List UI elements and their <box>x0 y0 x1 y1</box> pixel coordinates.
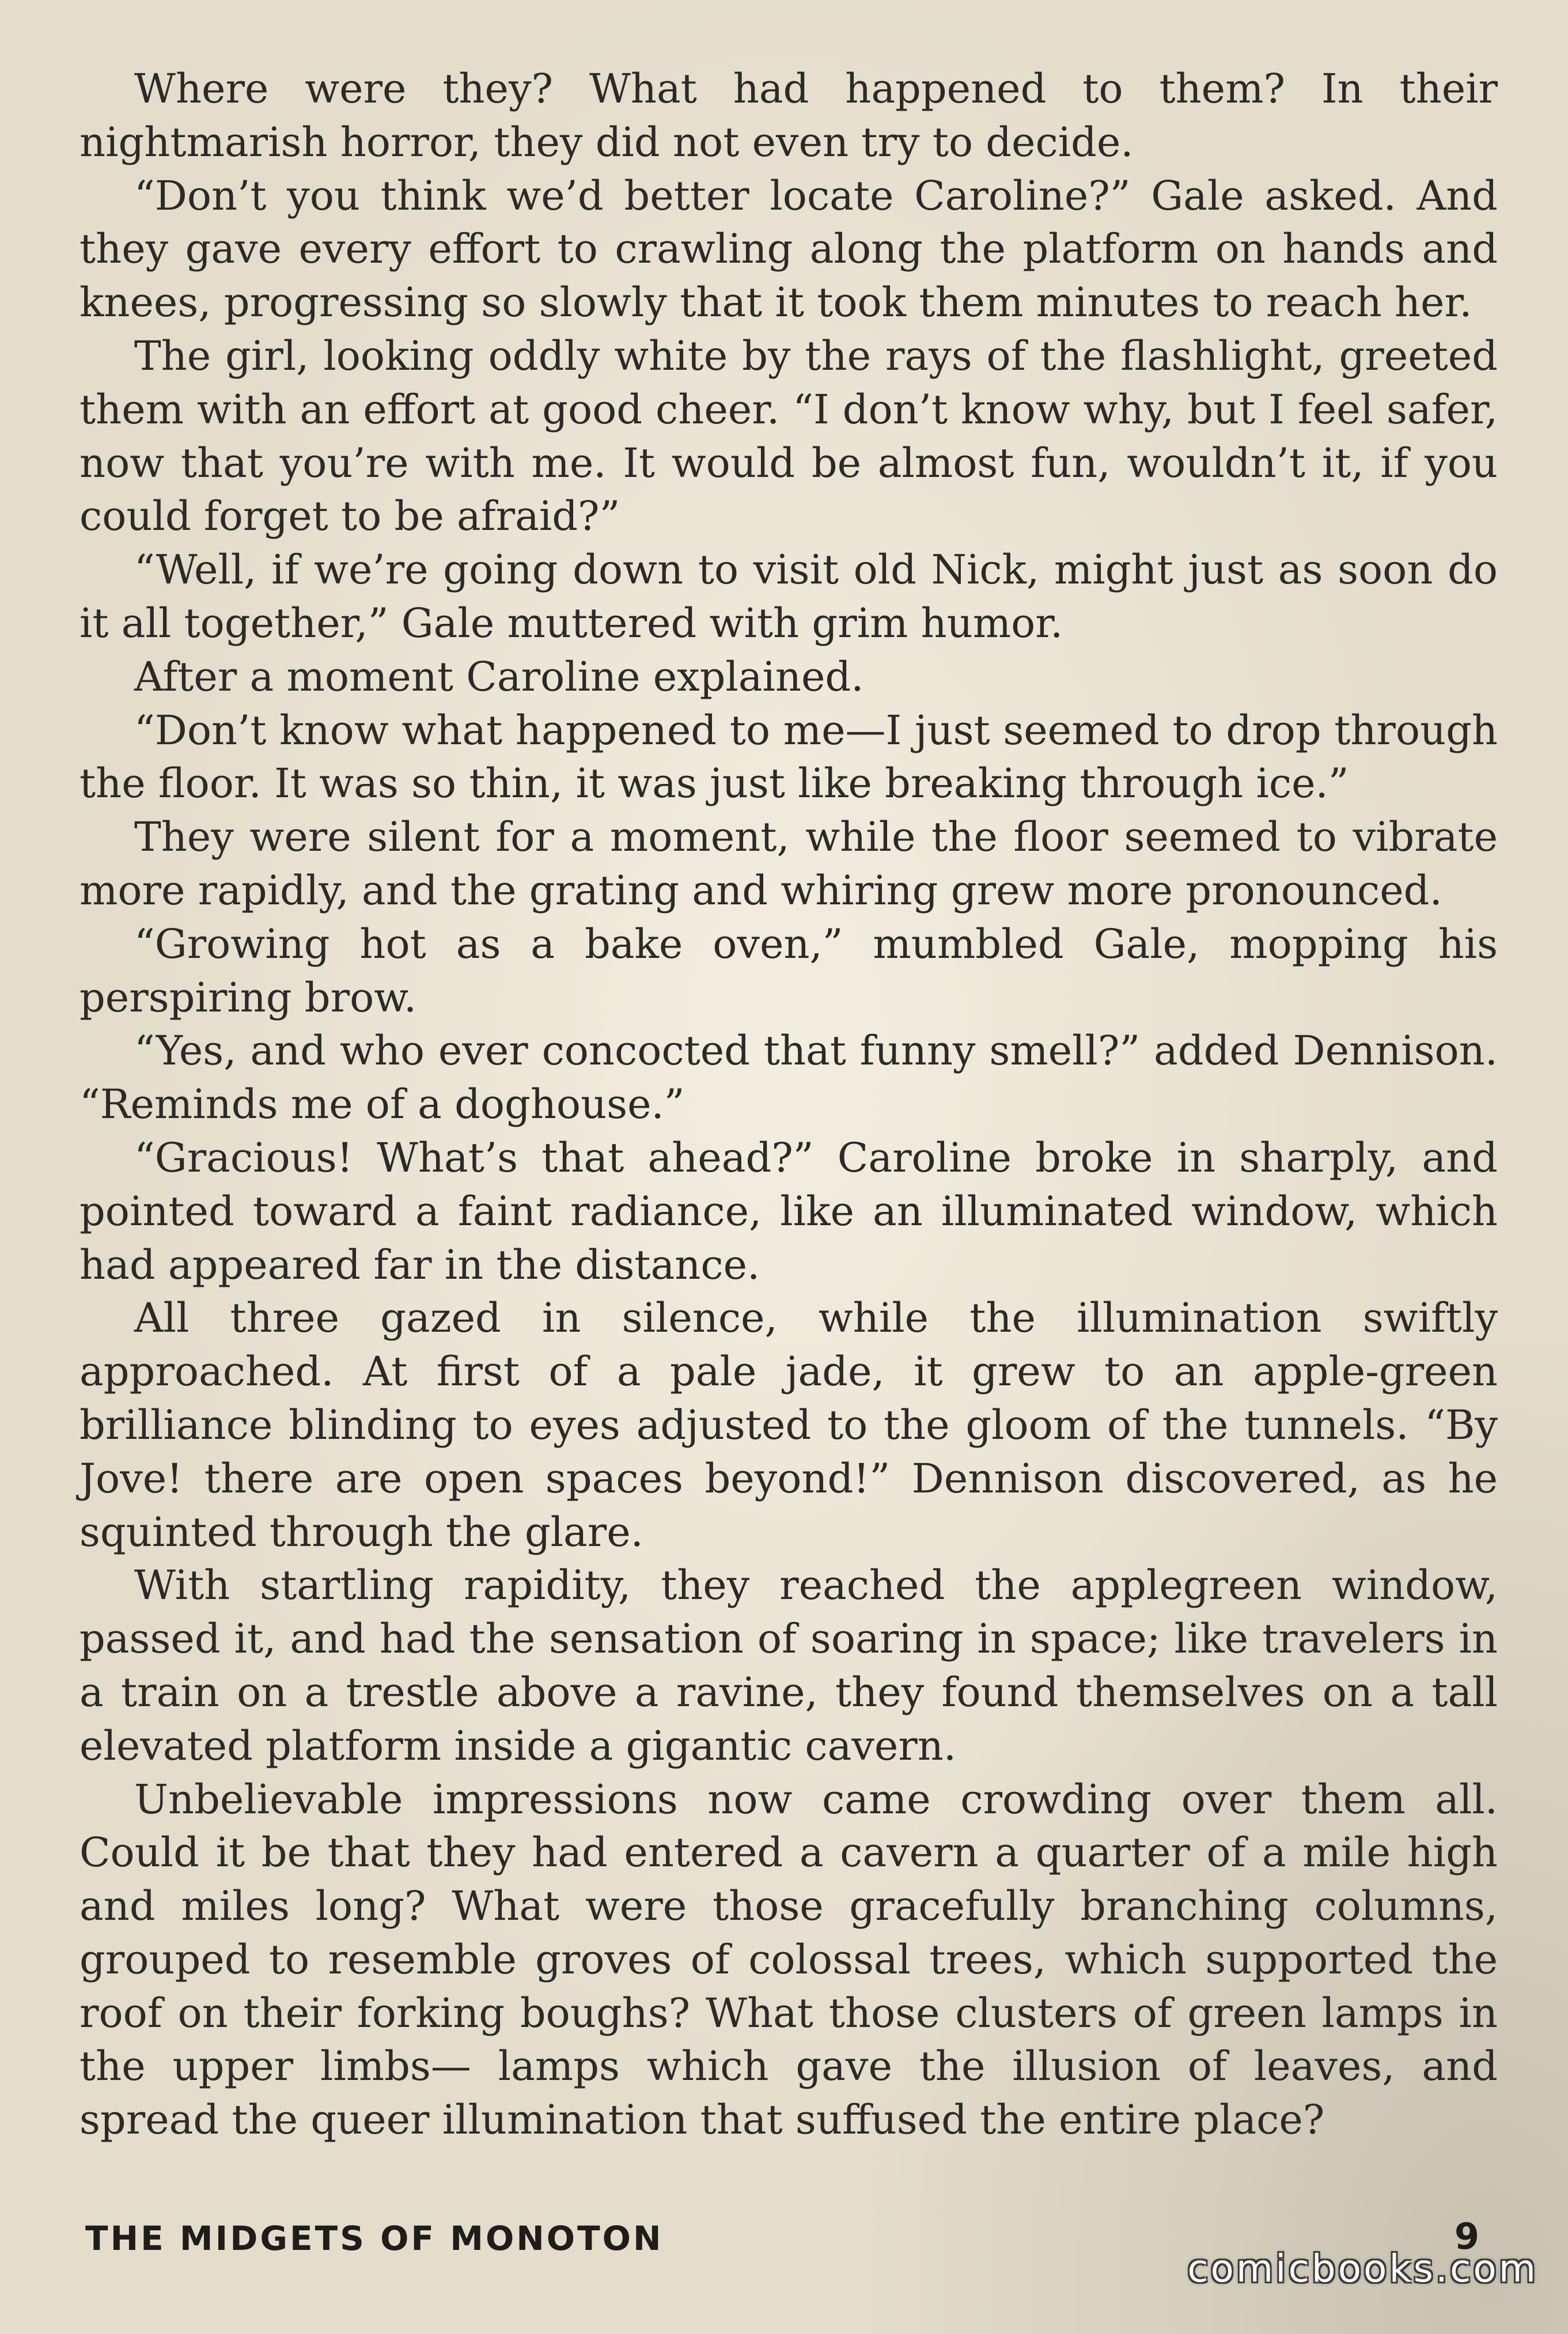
page-number: 9 <box>1454 2215 1479 2257</box>
paragraph: Where were they? What had happened to them? In their nightmarish horror, they did not even try to decide. <box>79 65 1498 166</box>
running-title: THE MIDGETS OF MONOTON <box>85 2219 664 2258</box>
paragraph: All three gazed in silence, while the illumination swiftly approached. At first of a pale jade, it grew to an apple-green brilliance blinding to eyes adjusted to the gloom of the tunnels. “By Jove! there are open spaces beyond!” Dennison discovered, as he squinted through the glare. <box>79 1294 1498 1556</box>
paragraph: They were silent for a moment, while the floor seemed to vibrate more rapidly, and the grating and whiring grew more pronounced. <box>79 813 1498 914</box>
paragraph: The girl, looking oddly white by the rays of the flashlight, greeted them with an effort at good cheer. “I don’t know why, but I feel safer, now that you’re with me. It would be almost fun, wouldn’t it, if you could forget to be afraid?” <box>79 332 1498 540</box>
paragraph: After a moment Caroline explained. <box>134 653 864 700</box>
body-text <box>79 62 1498 2147</box>
watermark: comicbooks.com <box>1187 2246 1538 2291</box>
paragraph: “Yes, and who ever concocted that funny smell?” added Dennison. “Reminds me of a doghouse.” <box>79 1027 1498 1128</box>
paragraph: Unbelievable impressions now came crowding over them all. Could it be that they had entered a cavern a quarter of a mile high and miles long? What were those gracefully branching columns, grouped to resemble groves of colossal trees, which supported the roof on their forking boughs? What those clusters of green lamps in the upper limbs— lamps which gave the illusion of leaves, and spread the queer illumination that suffused the entire place? <box>79 1775 1498 2144</box>
paragraph: “Gracious! What’s that ahead?” Caroline broke in sharply, and pointed toward a faint radiance, like an illuminated window, which had appeared far in the distance. <box>79 1134 1498 1289</box>
paragraph: “Growing hot as a bake oven,” mumbled Gale, mopping his perspiring brow. <box>79 920 1498 1021</box>
paragraph: “Well, if we’re going down to visit old Nick, might just as soon do it all together,” Gale muttered with grim humor. <box>79 546 1498 647</box>
paragraph: With startling rapidity, they reached the applegreen window, passed it, and had the sensation of soaring in space; like travelers in a train on a trestle above a ravine, they found themselves on a tall elevated platform inside a gigantic cavern. <box>79 1562 1498 1770</box>
paragraph: “Don’t know what happened to me—I just seemed to drop through the floor. It was so thin, it was just like breaking through ice.” <box>79 706 1498 808</box>
paragraph: “Don’t you think we’d better locate Caroline?” Gale asked. And they gave every effort to crawling along the platform on hands and knees, progressing so slowly that it took them minutes to reach her. <box>79 172 1498 327</box>
